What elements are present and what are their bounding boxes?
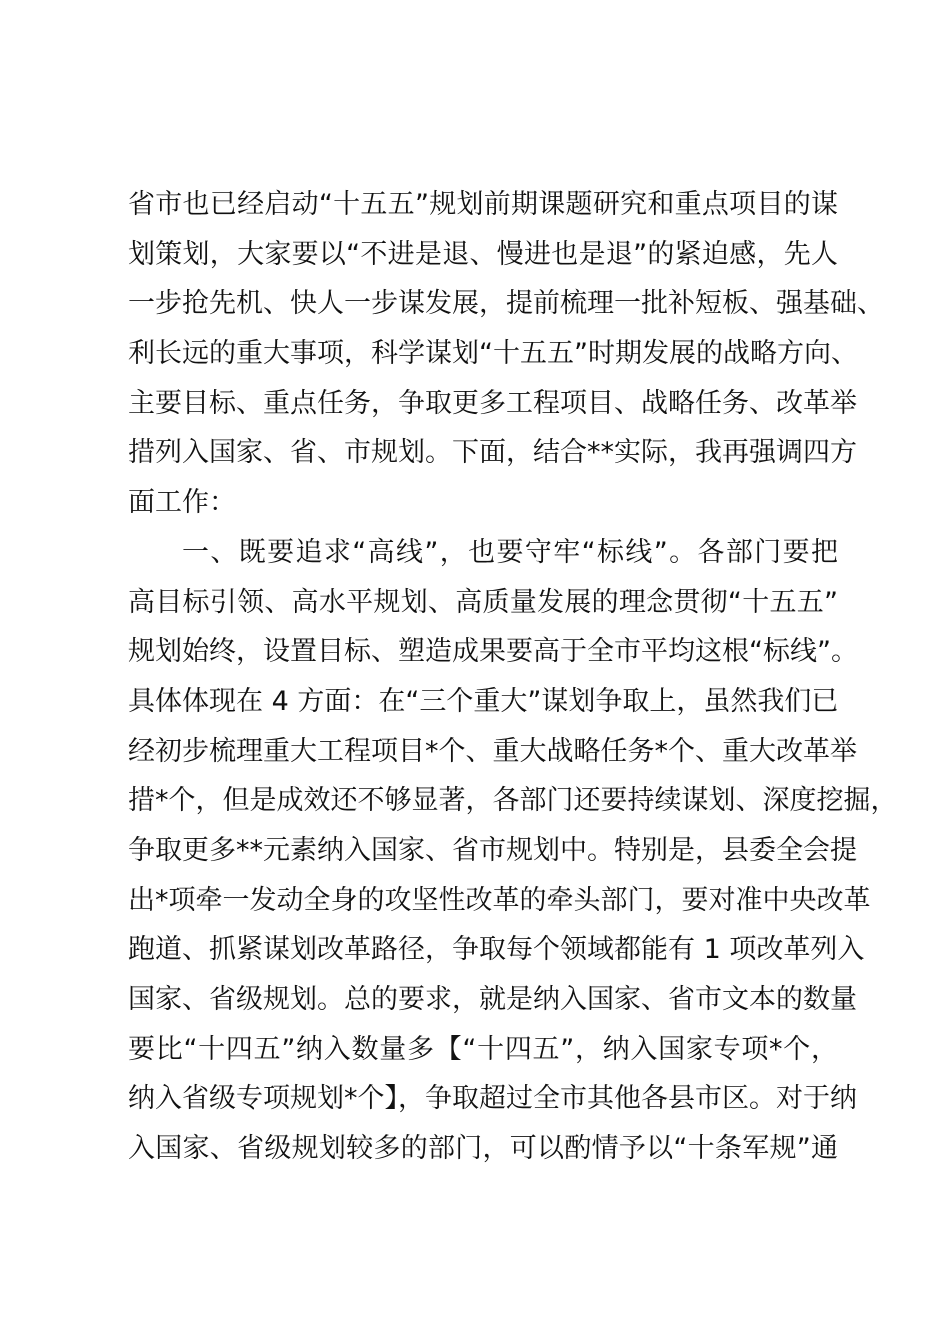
text-line: 跑道、抓紧谋划改革路径，争取每个领域都能有 1 项改革列入 (128, 934, 865, 966)
text-line: 争取更多**元素纳入国家、省市规划中。特别是，县委全会提 (128, 834, 857, 866)
text-line: 入国家、省级规划较多的部门，可以酌情予以“十条军规”通 (128, 1133, 838, 1165)
text-line: 纳入省级专项规划*个】，争取超过全市其他各县市区。对于纳 (128, 1083, 857, 1115)
text-line: 措*个，但是成效还不够显著，各部门还要持续谋划、深度挖掘， (128, 785, 898, 817)
section-heading-line: 一、既要追求“高线”，也要守牢“标线”。各部门要把 (182, 536, 838, 568)
body-text (128, 180, 898, 1174)
text-line: 省市也已经启动“十五五”规划前期课题研究和重点项目的谋 (128, 189, 838, 220)
text-line: 要比“十四五”纳入数量多【“十四五”，纳入国家专项*个， (128, 1033, 838, 1065)
text-line: 经初步梳理重大工程项目*个、重大战略任务*个、重大改革举 (128, 735, 857, 767)
text-line: 划策划，大家要以“不进是退、慢进也是退”的紧迫感，先人 (128, 238, 838, 270)
text-line: 利长远的重大事项，科学谋划“十五五”时期发展的战略方向、 (128, 338, 858, 370)
text-line: 一步抢先机、快人一步谋发展，提前梳理一批补短板、强基础、 (128, 288, 884, 320)
text-line: 出*项牵一发动全身的攻坚性改革的牵头部门，要对准中央改革 (128, 884, 871, 916)
text-line: 措列入国家、省、市规划。下面，结合**实际，我再强调四方 (128, 437, 857, 469)
text-line: 高目标引领、高水平规划、高质量发展的理念贯彻“十五五” (128, 586, 838, 618)
text-line: 主要目标、重点任务，争取更多工程项目、战略任务、改革举 (128, 387, 857, 419)
text-line: 规划始终，设置目标、塑造成果要高于全市平均这根“标线”。 (128, 636, 858, 668)
text-line: 国家、省级规划。总的要求，就是纳入国家、省市文本的数量 (128, 984, 857, 1015)
text-line: 面工作： (128, 487, 236, 519)
text-line: 具体体现在 4 方面：在“三个重大”谋划争取上，虽然我们已 (128, 685, 839, 717)
